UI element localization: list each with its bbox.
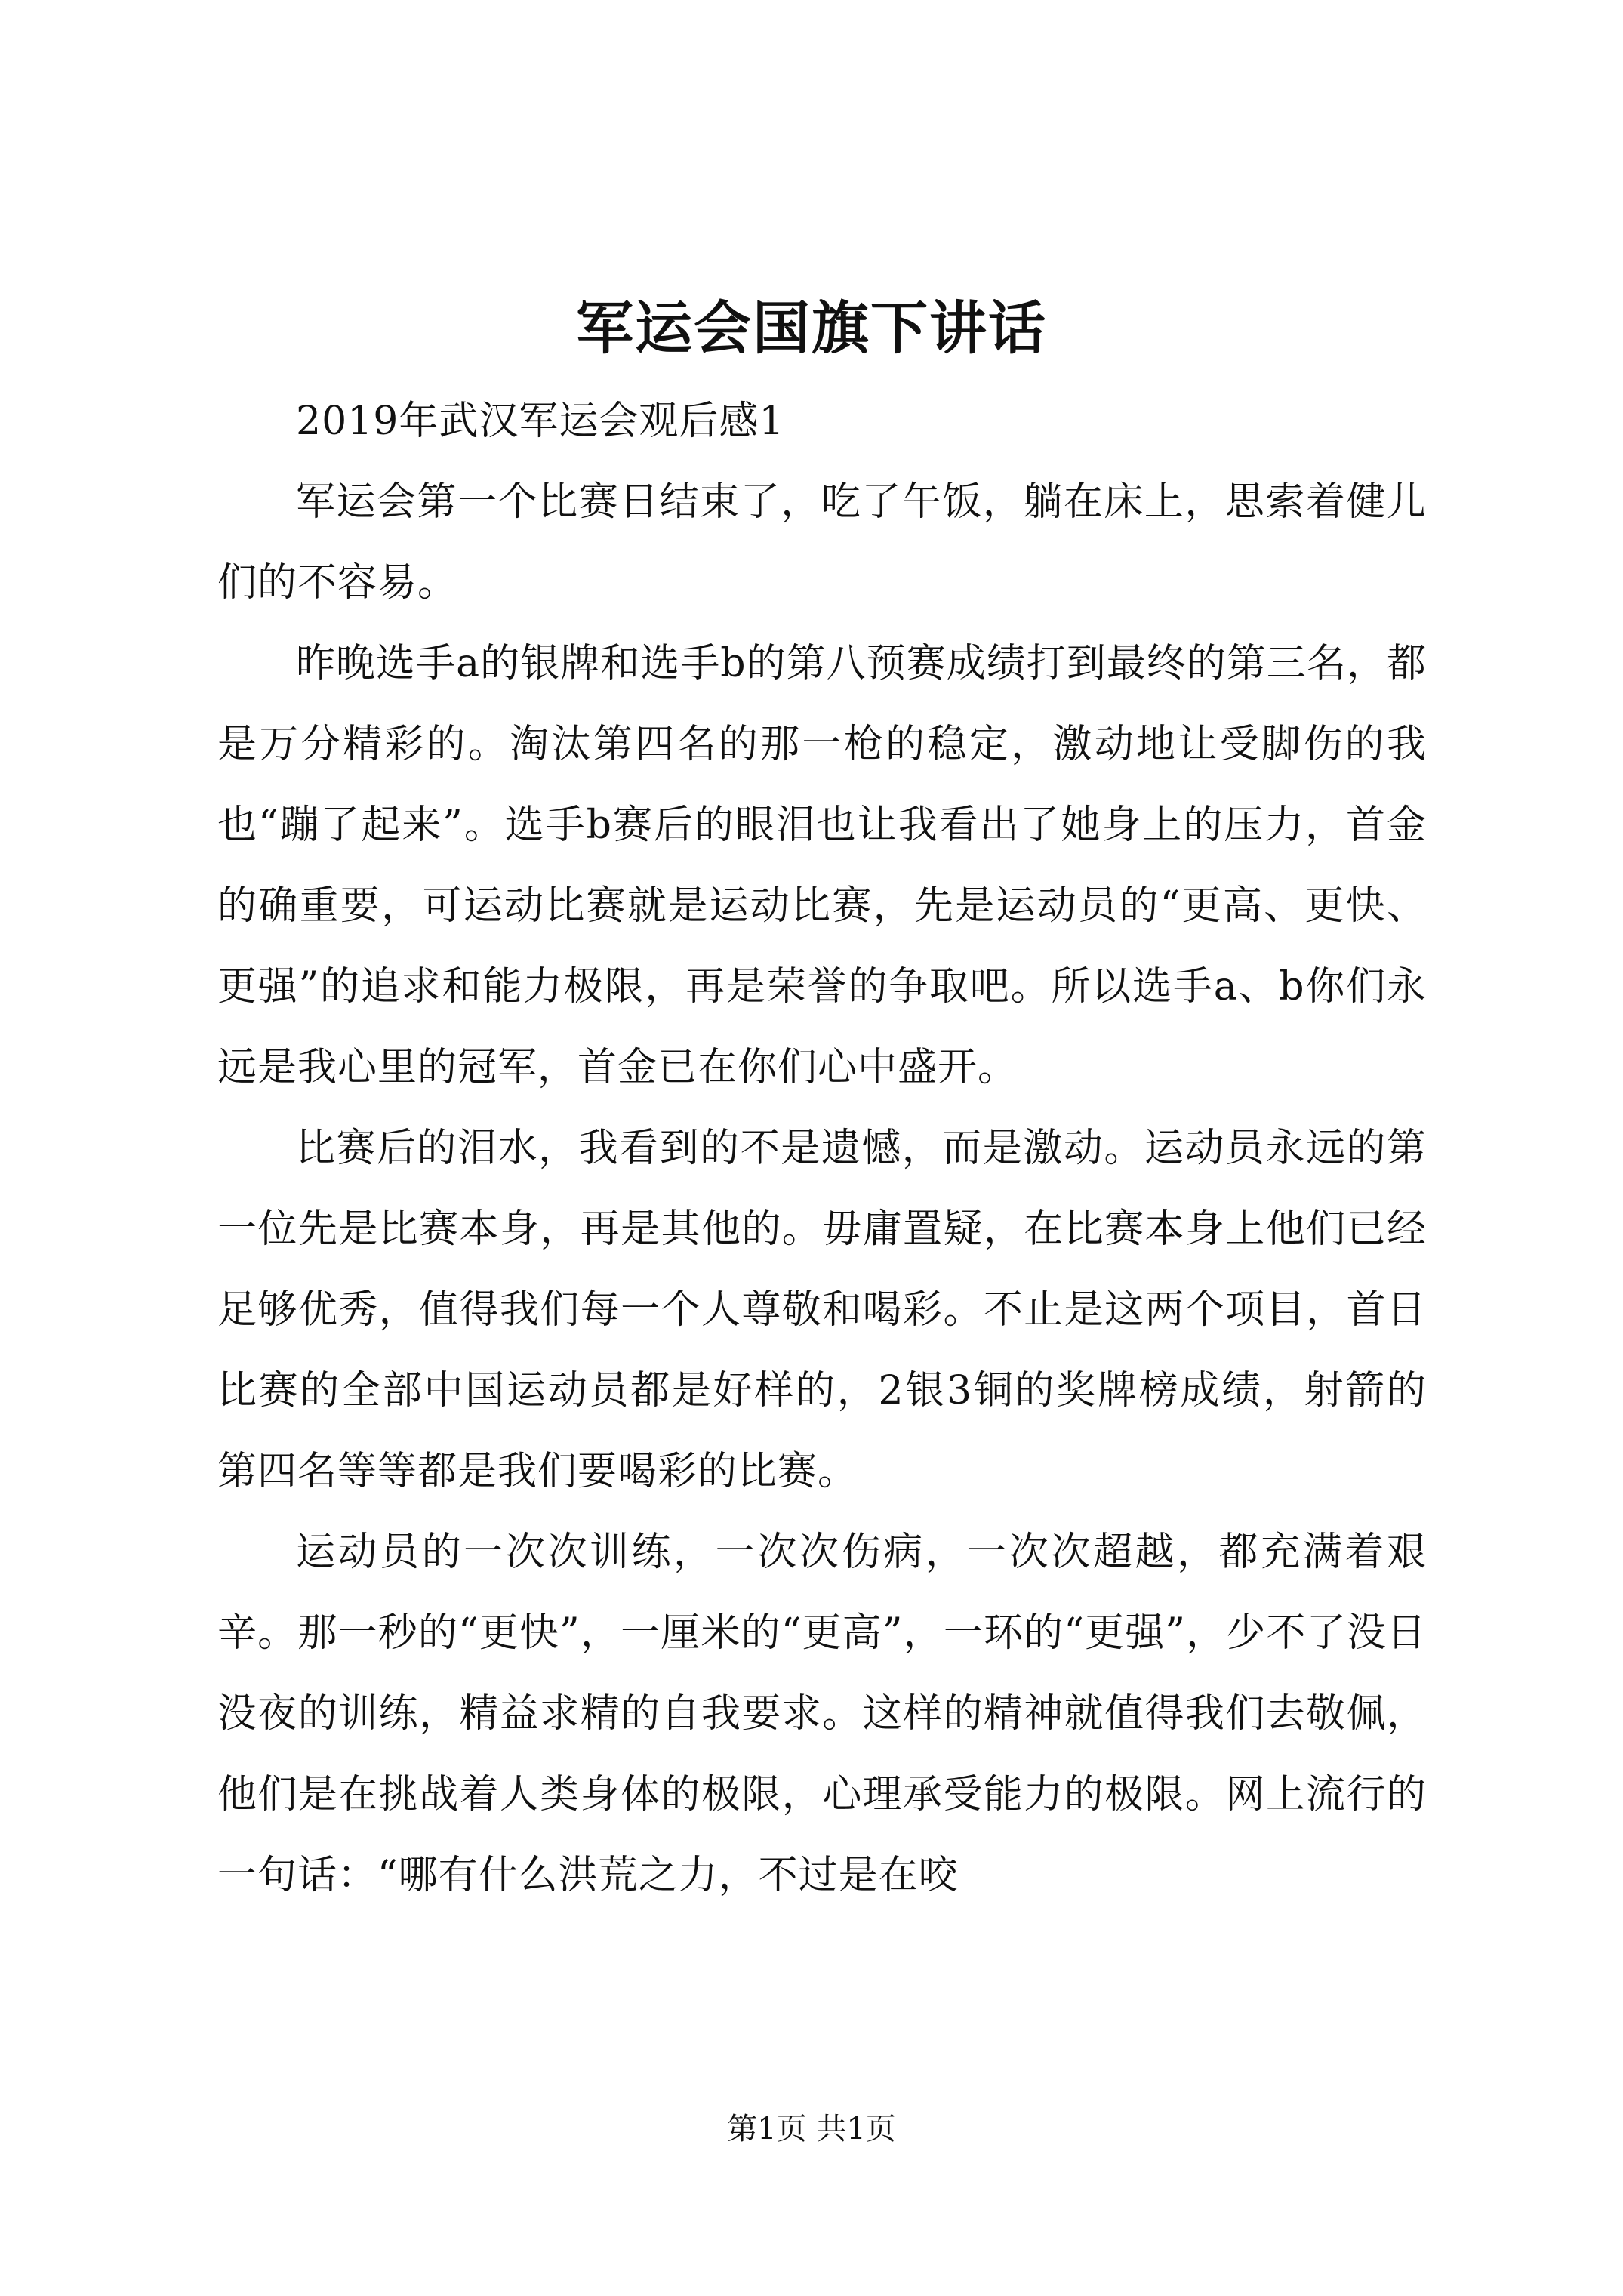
body-paragraph-4: 运动员的一次次训练，一次次伤病，一次次超越，都充满着艰辛。那一秒的“更快”，一厘米的“更高”，一环的“更强”，少不了没日没夜的训练，精益求精的自我要求。这样的精神就值得我们去敬佩，他们是在挑战着人类身体的极限，心理承受能力的极限。网上流行的一句话：“哪有什么洪荒之力，不过是在咬 [217, 1530, 1427, 1898]
body-paragraph-3: 比赛后的泪水，我看到的不是遗憾，而是激动。运动员永远的第一位先是比赛本身，再是其他的。毋庸置疑，在比赛本身上他们已经足够优秀，值得我们每一个人尊敬和喝彩。不止是这两个项目，首日比赛的全部中国运动员都是好样的，2银3铜的奖牌榜成绩，射箭的第四名等等都是我们要喝彩的比赛。 [217, 1126, 1427, 1494]
subtitle-paragraph: 2019年武汉军运会观后感1 [296, 399, 785, 444]
body-paragraph-1: 军运会第一个比赛日结束了，吃了午饭，躺在床上，思索着健儿们的不容易。 [217, 479, 1427, 606]
document-title: 军运会国旗下讲话 [576, 294, 1047, 362]
body-paragraph-2: 昨晚选手a的银牌和选手b的第八预赛成绩打到最终的第三名，都是万分精彩的。淘汰第四名的那一枪的稳定，激动地让受脚伤的我也“蹦了起来”。选手b赛后的眼泪也让我看出了她身上的压力，首金的确重要，可运动比赛就是运动比赛，先是运动员的“更高、更快、更强”的追求和能力极限，再是荣誉的争取吧。所以选手a、b你们永远是我心里的冠军，首金已在你们心中盛开。 [217, 641, 1427, 1090]
page-footer: 第1页 共1页 [727, 2112, 896, 2147]
document-body [217, 381, 1427, 1916]
